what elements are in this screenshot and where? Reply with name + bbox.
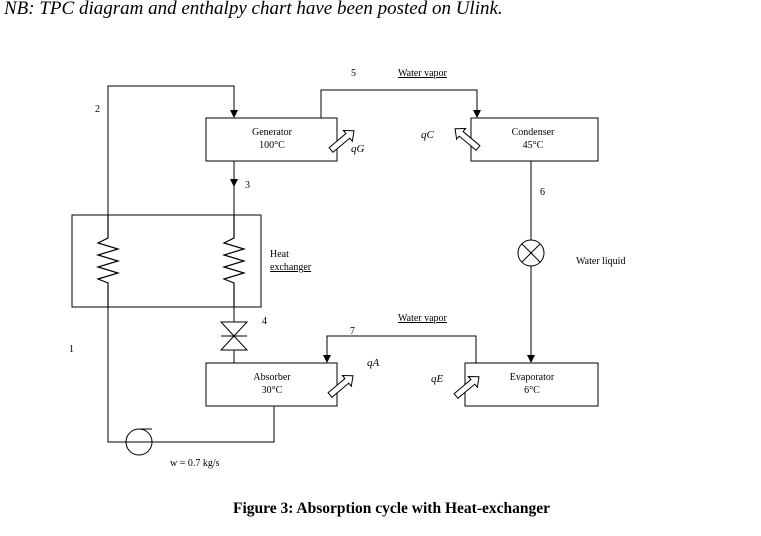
stream-1b-line	[108, 307, 128, 442]
condenser-temp: 45°C	[522, 140, 544, 151]
state-point-6: 6	[540, 187, 545, 198]
condenser-label: Condenser	[511, 127, 555, 138]
heat-exchanger-label-1: Heat	[270, 249, 289, 260]
state-point-4: 4	[262, 316, 267, 327]
water-liquid-label: Water liquid	[576, 256, 626, 267]
generator-temp: 100°C	[259, 140, 285, 151]
heat-label-absorber: qA	[367, 357, 380, 369]
flow-rate-label: w = 0.7 kg/s	[170, 458, 220, 469]
state-point-1: 1	[69, 344, 74, 355]
water-vapor-bottom-label: Water vapor	[398, 313, 447, 324]
heat-label-condenser: qC	[421, 129, 434, 141]
evaporator-label: Evaporator	[509, 372, 555, 383]
heat-arrow-condenser-icon	[451, 123, 483, 153]
absorber-temp: 30°C	[261, 385, 283, 396]
state-point-3: 3	[245, 180, 250, 191]
note-text: NB: TPC diagram and enthalpy chart have been posted on Ulink.	[4, 0, 503, 19]
hx-coil-right	[224, 215, 244, 307]
hx-coil-left	[98, 215, 118, 307]
generator-label: Generator	[252, 127, 292, 138]
stream-7-line	[327, 336, 476, 363]
state-point-2: 2	[95, 104, 100, 115]
water-vapor-top-label: Water vapor	[398, 68, 447, 79]
figure-caption: Figure 3: Absorption cycle with Heat-exchanger	[233, 500, 550, 517]
heat-label-evaporator: qE	[431, 373, 444, 385]
state-point-5: 5	[351, 68, 356, 79]
heat-arrow-absorber-icon	[326, 370, 358, 400]
heat-exchanger-box	[72, 215, 261, 307]
stream-5-line	[321, 90, 477, 118]
heat-label-generator: qG	[351, 143, 365, 155]
state-point-7: 7	[350, 326, 355, 337]
absorber-label: Absorber	[253, 372, 291, 383]
stream-2-line	[108, 86, 234, 215]
heat-arrow-evaporator-icon	[452, 371, 484, 401]
evaporator-temp: 6°C	[524, 385, 540, 396]
expansion-valve-icon	[518, 240, 544, 266]
throttle-valve-icon	[221, 322, 247, 350]
heat-exchanger-label-2: exchanger	[270, 262, 312, 273]
stream-1a-line	[151, 406, 274, 442]
pump-icon	[126, 429, 152, 455]
